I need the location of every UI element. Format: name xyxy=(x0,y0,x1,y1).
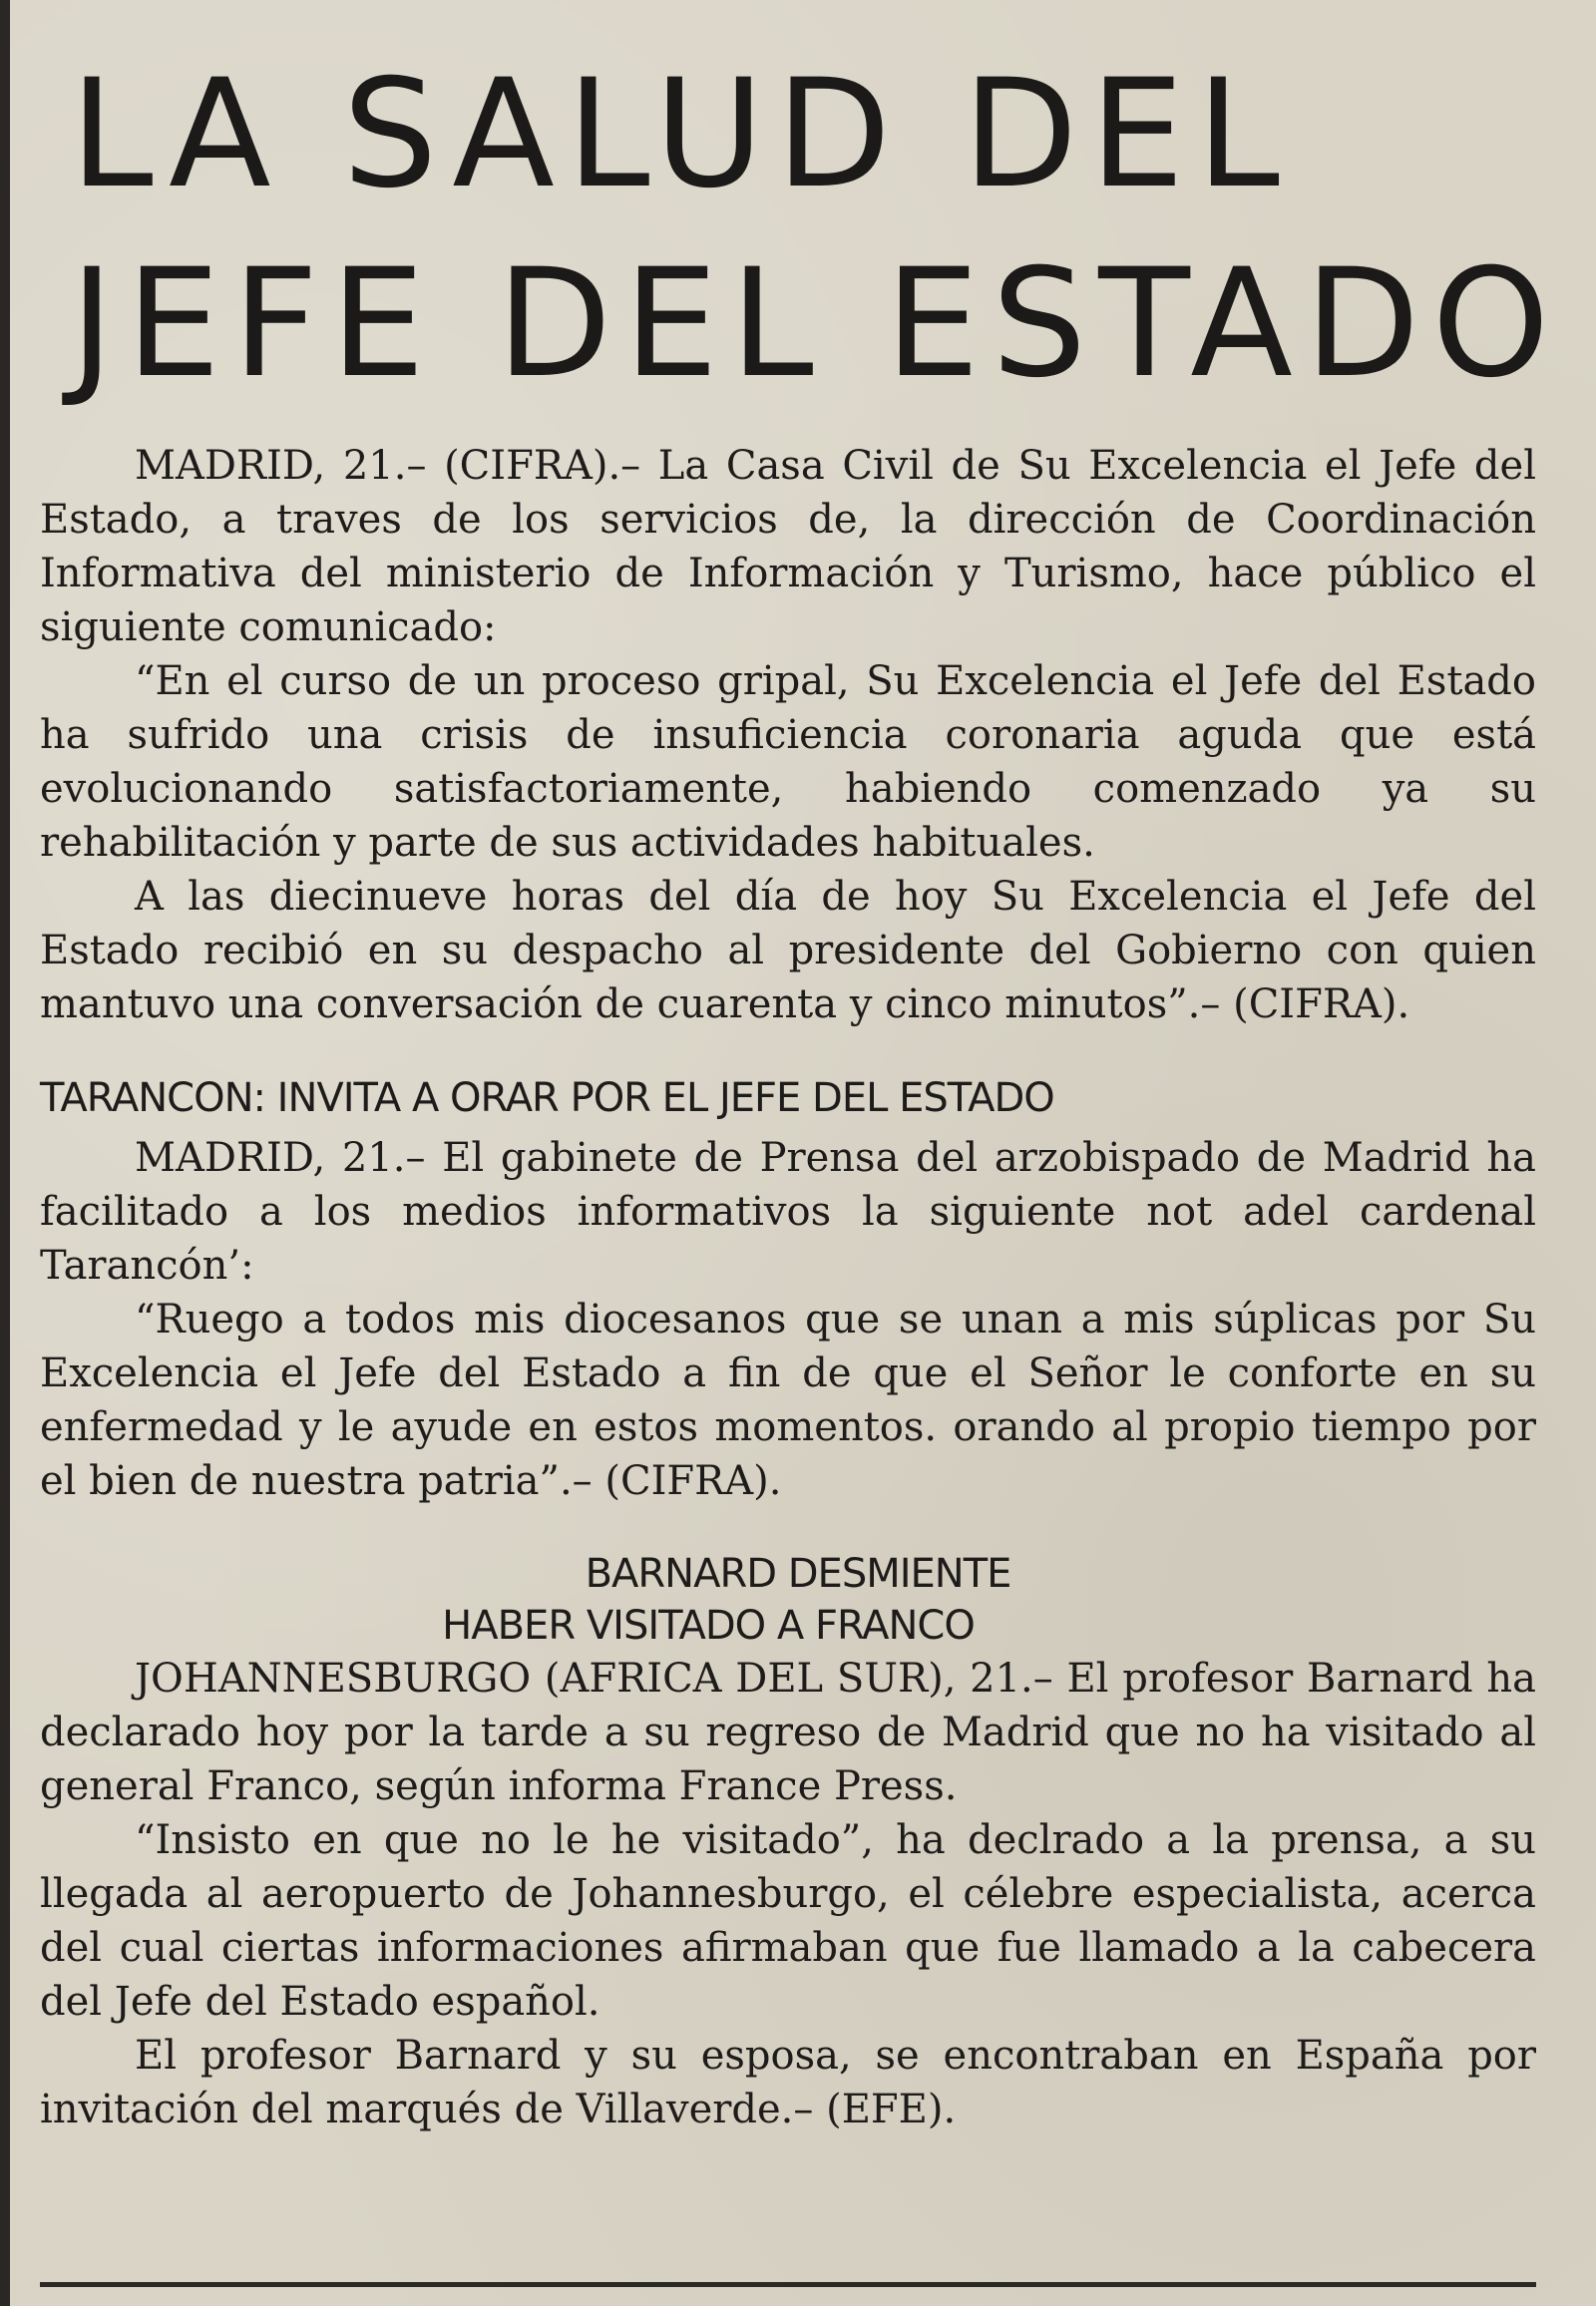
story1-paragraph-2: “En el curso de un proceso gripal, Su Excelencia el Jefe del Estado ha sufrido una crisis de insuficiencia coronaria aguda que está evolucionando satisfactoriamente, habiendo comenzado ya su rehabilitación y parte de sus actividades habituales. xyxy=(40,658,1536,866)
story2-heading: TARANCON: INVITA A ORAR POR EL JEFE DEL ESTADO xyxy=(40,1075,1054,1121)
story3-heading-line-1: BARNARD DESMIENTE xyxy=(585,1551,1011,1597)
clipping-left-edge xyxy=(0,0,10,2306)
story3-paragraph-1: JOHANNESBURGO (AFRICA DEL SUR), 21.– El profesor Barnard ha declarado hoy por la tarde a su regreso de Madrid que no ha visitado al general Franco, según informa France Press. xyxy=(40,1656,1536,1809)
story3-heading xyxy=(40,1548,1536,1652)
article xyxy=(40,40,1562,2136)
article-body xyxy=(40,439,1536,2136)
story2-paragraph-2: “Ruego a todos mis diocesanos que se unan a mis súplicas por Su Excelencia el Jefe del Estado a fin de que el Señor le conforte en su enfermedad y le ayude en estos momentos. orando al propio tiempo por el bien de nuestra patria”.– (CIFRA). xyxy=(40,1297,1536,1504)
story3-paragraph-3: El profesor Barnard y su esposa, se encontraban en España por invitación del marqués de Villaverde.– (EFE). xyxy=(40,2033,1536,2132)
bottom-rule xyxy=(40,2282,1536,2287)
story3-heading-line-2: HABER VISITADO A FRANCO xyxy=(442,1603,975,1649)
story2-paragraph-1: MADRID, 21.– El gabinete de Prensa del arzobispado de Madrid ha facilitado a los medios informativos la siguiente not adel cardenal Tarancón’: xyxy=(40,1135,1536,1289)
headline-line-1: LA SALUD DEL xyxy=(70,48,1292,221)
headline-line-2: JEFE DEL ESTADO xyxy=(70,237,1562,411)
headline xyxy=(40,40,1562,419)
story3-paragraph-2: “Insisto en que no le he visitado”, ha declrado a la prensa, a su llegada al aeropuerto de Johannesburgo, el célebre especialista, acerca del cual ciertas informaciones afirmaban que fue llamado a la cabecera del Jefe del Estado español. xyxy=(40,1817,1536,2025)
story1-paragraph-3: A las diecinueve horas del día de hoy Su Excelencia el Jefe del Estado recibió en su despacho al presidente del Gobierno con quien mantuvo una conversación de cuarenta y cinco minutos”.– (CIFRA). xyxy=(40,874,1536,1027)
story1-paragraph-1: MADRID, 21.– (CIFRA).– La Casa Civil de Su Excelencia el Jefe del Estado, a traves de los servicios de, la dirección de Coordinación Informativa del ministerio de Información y Turismo, hace público el siguiente comunicado: xyxy=(40,443,1536,650)
